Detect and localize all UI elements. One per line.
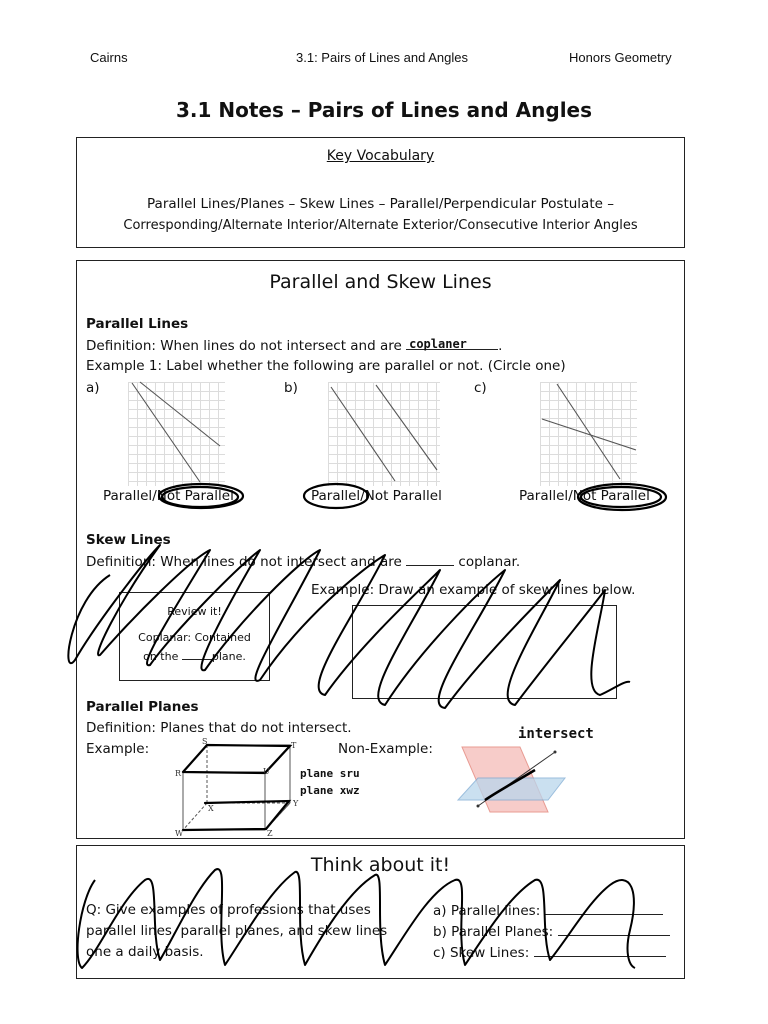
- answer-a: [433, 900, 663, 922]
- answer-c-blank: [534, 942, 666, 957]
- answer-c: [433, 942, 666, 964]
- choice-c: Parallel/Not Parallel: [519, 488, 650, 504]
- choice-b: Parallel/Not Parallel: [311, 488, 442, 504]
- vocabulary-line-1: Parallel Lines/Planes – Skew Lines – Parallel/Perpendicular Postulate –: [147, 196, 614, 212]
- review-line-1: Coplanar: Contained: [138, 631, 251, 644]
- review-line-2-end: plane.: [211, 650, 246, 663]
- think-question-line-3: one a daily basis.: [86, 944, 204, 960]
- parallel-lines-label: Parallel Lines: [86, 316, 189, 332]
- review-blank: [182, 649, 212, 660]
- graph-a: [128, 382, 225, 486]
- item-b-letter: b): [284, 380, 298, 396]
- header-author: Cairns: [90, 50, 128, 65]
- header-lesson: 3.1: Pairs of Lines and Angles: [296, 50, 469, 65]
- review-line-2-start: on the: [143, 650, 179, 663]
- review-title: Review it!: [167, 605, 222, 618]
- handwritten-answer: coplaner: [409, 337, 467, 351]
- think-question-line-1: Q: Give examples of professions that uses: [86, 902, 371, 918]
- parallel-planes-example-label: Example:: [86, 741, 150, 757]
- page-title: 3.1 Notes – Pairs of Lines and Angles: [175, 98, 593, 122]
- section-heading: Parallel and Skew Lines: [269, 271, 492, 293]
- parallel-planes-definition: Definition: Planes that do not intersect.: [86, 720, 352, 736]
- think-question-line-2: parallel lines, parallel planes, and skew lines: [86, 923, 388, 939]
- graph-b: [328, 382, 440, 486]
- skew-drawing-box: [352, 605, 617, 699]
- definition-text: Definition: When lines do not intersect and are: [86, 338, 402, 354]
- definition-blank: [406, 335, 498, 350]
- answer-b: [433, 921, 670, 943]
- note-intersect: intersect: [518, 726, 594, 742]
- item-c-letter: c): [474, 380, 487, 396]
- skew-definition-blank: [406, 551, 454, 566]
- graph-c: [540, 382, 637, 486]
- example-1-instructions: Example 1: Label whether the following are parallel or not. (Circle one): [86, 358, 566, 374]
- vertex-t: T: [291, 741, 297, 750]
- answer-a-blank: [545, 900, 663, 915]
- vocabulary-box: [76, 137, 685, 248]
- header-course: Honors Geometry: [569, 50, 672, 65]
- note-plane-xwz: plane xwz: [300, 784, 360, 797]
- skew-lines-definition: [86, 551, 520, 573]
- answer-a-label: a) Parallel lines:: [433, 903, 541, 919]
- item-a-letter: a): [86, 380, 100, 396]
- parallel-planes-nonexample-label: Non-Example:: [338, 741, 433, 757]
- vertex-r: R: [175, 769, 182, 778]
- review-box: [119, 592, 270, 681]
- parallel-planes-label: Parallel Planes: [86, 699, 199, 715]
- vertex-y: Y: [293, 799, 299, 808]
- definition-end: .: [498, 338, 503, 354]
- skew-example-instructions: Example: Draw an example of skew lines below.: [311, 582, 636, 598]
- vertex-u: U: [263, 767, 270, 776]
- answer-b-blank: [558, 921, 670, 936]
- vertex-s: S: [202, 737, 208, 746]
- skew-definition-text: Definition: When lines do not intersect and are: [86, 554, 402, 570]
- skew-lines-label: Skew Lines: [86, 532, 171, 548]
- vertex-w: W: [175, 829, 184, 838]
- answer-b-label: b) Parallel Planes:: [433, 924, 554, 940]
- parallel-lines-definition: [86, 335, 502, 357]
- vertex-x: X: [208, 804, 214, 813]
- vocabulary-heading: Key Vocabulary: [326, 148, 435, 164]
- choice-a: Parallel/Not Parallel: [103, 488, 234, 504]
- vertex-z: Z: [267, 829, 273, 838]
- answer-c-label: c) Skew Lines:: [433, 945, 530, 961]
- note-plane-sru: plane sru: [300, 767, 360, 780]
- skew-definition-end: coplanar.: [458, 554, 521, 570]
- review-line-2: [120, 649, 269, 663]
- vocabulary-line-2: Corresponding/Alternate Interior/Alternate Exterior/Consecutive Interior Angles: [123, 218, 638, 233]
- think-heading: Think about it!: [310, 854, 451, 876]
